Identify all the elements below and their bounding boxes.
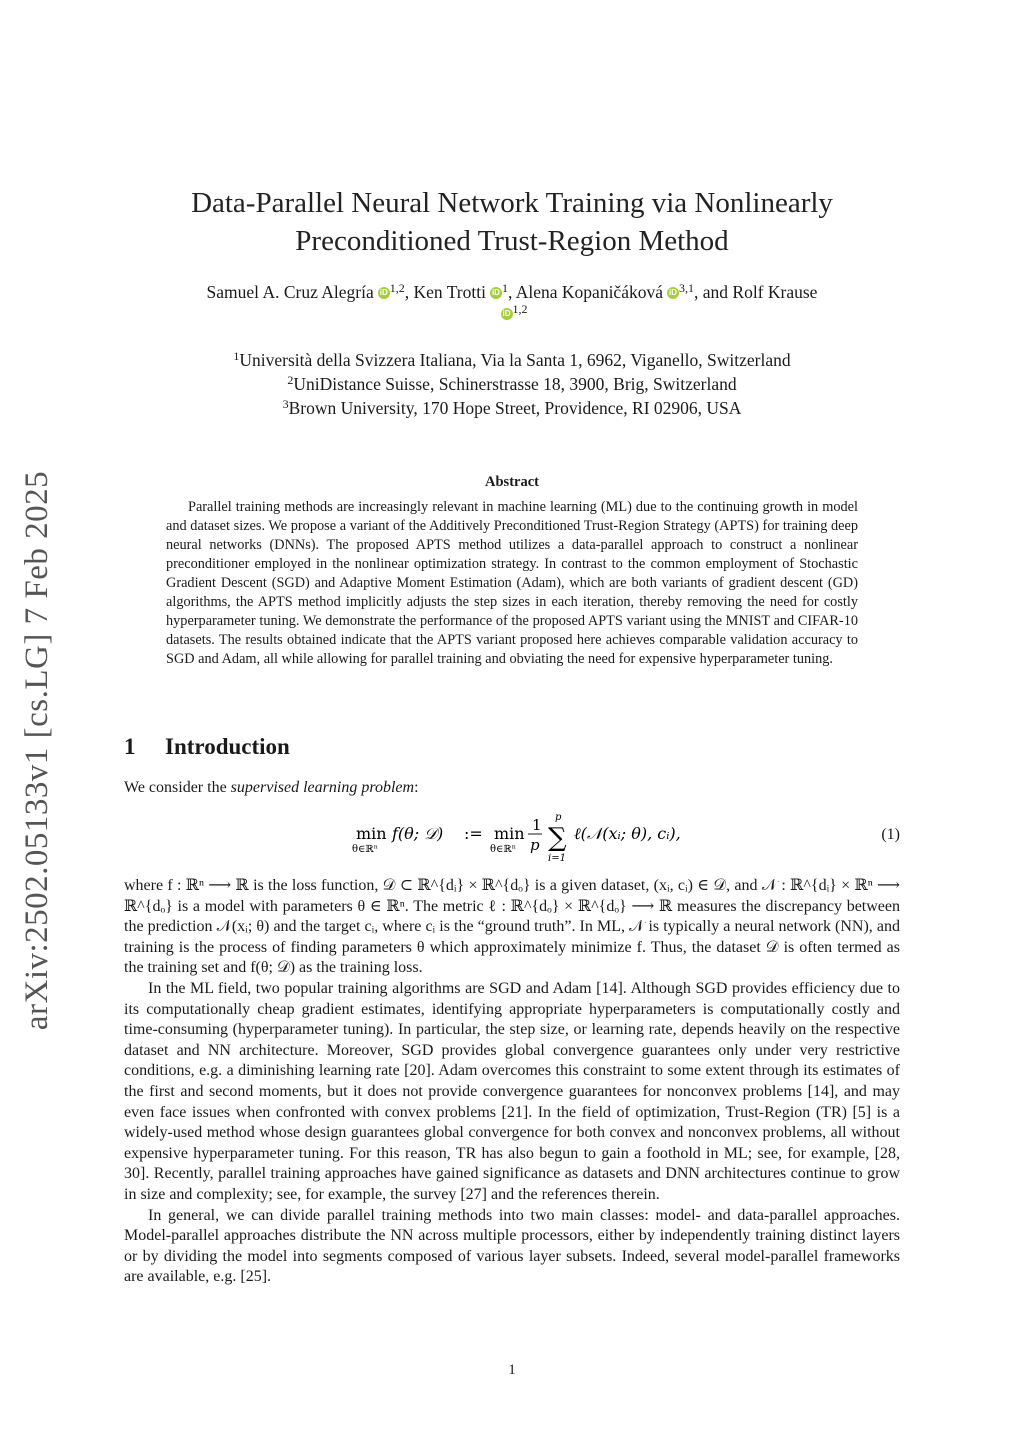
affiliation-text: UniDistance Suisse, Schinerstrasse 18, 3900, Brig, Switzerland [293,374,737,394]
section-heading [124,734,290,760]
author-affil-mark: 1 [501,281,508,295]
page-number: 1 [508,1362,516,1378]
lead-in-emphasis: supervised learning problem [230,779,415,796]
equation-1 [124,812,900,866]
affiliation-item [124,348,900,372]
affiliation-mark: 1 [233,349,240,363]
affiliation-item [124,372,900,396]
paragraph: In general, we can divide parallel training methods into two main classes: model- and data-parallel approaches. Model-parallel approaches distribute the NN across multiple processors, either by independently training distinct layers or by dividing the model into segments composed of various layer subsets. Indeed, several model-parallel frameworks are available, e.g. [25]. [124,1206,900,1286]
paper-title [124,184,900,260]
paragraph: In the ML field, two popular training algorithms are SGD and Adam [14]. Although SGD provides efficiency due to its computationally cheap gradient estimates, identifying appropriate hyperparameters is computationally costly and time-consuming (hyperparameter tuning). In particular, the step size, or learning rate, depends heavily on the respective dataset and NN architecture. Moreover, SGD provides global convergence guarantees only under very restrictive conditions, e.g. a diminishing learning rate [20]. Adam overcomes this constraint to some extent through its estimates of the first and second moments, but it does not provide convergence guarantees for nonconvex problems [14], and may even face issues when confronted with convex problems [21]. In the field of optimization, Trust-Region (TR) [5] is a widely-used method whose design guarantees global convergence for both convex and nonconvex problems, all without expensive hyperparameter tuning. For this reason, TR has also begun to gain a foothold in ML; see, for example, [28, 30]. Recently, parallel training approaches have gained significance as datasets and DNN architectures continue to grow in size and complexity; see, for example, the survey [27] and the references therein. [124,979,900,1203]
eq-sum-symbol: ∑ [548,823,567,853]
equation-body [352,812,796,866]
title-line-1: Data-Parallel Neural Network Training via Nonlinearly [191,187,833,219]
affiliation-text: Brown University, 170 Hope Street, Providence, RI 02906, USA [288,398,742,418]
eq-rhs-sub: θ∈ℝⁿ [490,844,517,855]
eq-frac-num: 1 [532,816,542,834]
abstract-heading: Abstract [485,474,539,490]
affiliation-list [124,348,900,420]
eq-lhs-sub: θ∈ℝⁿ [352,844,379,855]
orcid-icon[interactable]: iD [379,288,388,297]
affiliation-text: Università della Svizzera Italiana, Via la Santa 1, 6962, Viganello, Switzerland [239,350,791,370]
author-name: Rolf Krause [732,282,818,302]
abstract-text: Parallel training methods are increasingly relevant in machine learning (ML) due to the continuing growth in model and dataset sizes. We propose a variant of the Additively Preconditioned Trust-Region Strategy (APTS) for training deep neural networks (DNNs). The proposed APTS method utilizes a data-parallel approach to construct a nonlinear preconditioner employed in the nonlinear optimization strategy. In contrast to the common employment of Stochastic Gradient Descent (SGD) and Adaptive Moment Estimation (Adam), which are both variants of gradient descent (GD) algorithms, the APTS method implicitly adjusts the step sizes in each iteration, thereby removing the need for costly hyperparameter tuning. We demonstrate the performance of the proposed APTS variant using the MNIST and CIFAR-10 datasets. The results obtained indicate that the APTS variant proposed here achieves comparable validation accuracy to SGD and Adam, all while allowing for parallel training and obviating the need for expensive hyperparameter tuning. [166,499,858,667]
arxiv-identifier [14,460,62,1040]
affiliation-mark: 3 [282,397,289,411]
author-affil-mark: 1,2 [512,302,528,316]
eq-sum-top: p [555,812,562,823]
eq-define: := [464,824,483,843]
section-title: Introduction [165,734,290,759]
lead-in-sentence [124,778,900,798]
affiliation-item [124,396,900,420]
affiliation-mark: 2 [287,373,294,387]
paragraph: where f : ℝⁿ ⟶ ℝ is the loss function, 𝒟 ⊂ ℝ^{dᵢ} × ℝ^{dₒ} is a given dataset, (xᵢ, cᵢ) ∈ 𝒟, and 𝒩 : ℝ^{dᵢ} × ℝⁿ ⟶ ℝ^{dₒ} is a model with parameters θ ∈ ℝⁿ. The metric ℓ : ℝ^{dₒ} × ℝ^{dₒ} ⟶ ℝ measures the discrepancy between the prediction 𝒩(xᵢ; θ) and the target cᵢ, where cᵢ is the “ground truth”. In ML, 𝒩 is typically a neural network (NN), and training is the process of finding parameters θ which approximately minimize f. Thus, the dataset 𝒟 is often termed as the training set and f(θ; 𝒟) as the training loss. [124,877,900,977]
author-affil-mark: 3,1 [678,281,694,295]
eq-frac-den: p [530,836,540,854]
eq-rhs-min: min [494,824,525,843]
orcid-icon[interactable]: iD [502,309,511,318]
author-name: Alena Kopaničáková [515,282,663,302]
lead-in-colon: : [414,779,419,796]
section-number: 1 [124,734,136,759]
author-list [116,282,908,324]
body-text [124,876,900,1288]
orcid-icon[interactable]: iD [668,288,677,297]
author-name: Ken Trotti [413,282,486,302]
author-separator: , [507,282,516,302]
eq-summand: ℓ(𝒩(xᵢ; θ), cᵢ), [574,824,681,843]
equation-number: (1) [881,826,900,843]
eq-lhs-expr: f(θ; 𝒟) [392,824,444,843]
arxiv-identifier-text: arXiv:2502.05133v1 [cs.LG] 7 Feb 2025 [19,470,56,1030]
title-line-2: Preconditioned Trust-Region Method [295,225,729,257]
author-name: Samuel A. Cruz Alegría [206,282,374,302]
author-affil-mark: 1,2 [389,281,405,295]
author-separator: , [404,282,414,302]
orcid-icon[interactable]: iD [491,288,500,297]
author-separator: , and [693,282,733,302]
lead-in-text: We consider the [124,779,231,796]
eq-lhs-min: min [356,824,387,843]
eq-sum-bottom: i=1 [548,853,566,864]
